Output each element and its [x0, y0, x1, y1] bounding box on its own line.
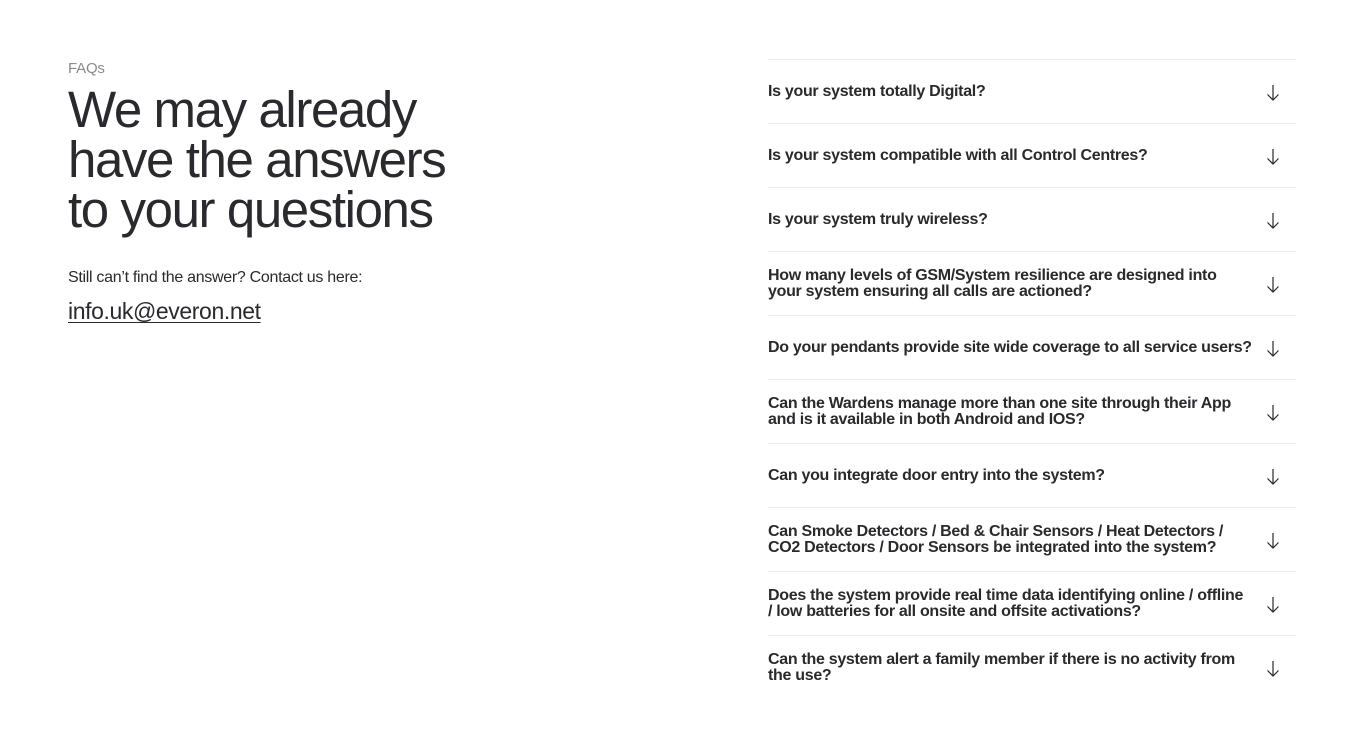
contact-prompt: Still can’t find the answer? Contact us here:	[68, 269, 363, 286]
arrow-down-icon[interactable]	[1266, 148, 1280, 166]
faq-question: Do your pendants provide site wide coverage to all service users?	[768, 338, 1252, 356]
arrow-down-icon[interactable]	[1266, 84, 1280, 102]
headline-line: We may already	[68, 81, 416, 138]
faq-item[interactable]	[768, 60, 1296, 124]
arrow-down-icon[interactable]	[1266, 404, 1280, 422]
faq-item[interactable]	[768, 444, 1296, 508]
faq-item[interactable]	[768, 188, 1296, 252]
faq-question: Is your system totally Digital?	[768, 82, 986, 100]
faq-question: Can the Wardens manage more than one site through their App and is it available in both Android and IOS?	[768, 394, 1231, 428]
arrow-down-icon[interactable]	[1266, 596, 1280, 614]
faq-question: Does the system provide real time data identifying online / offline / low batteries for all onsite and offsite activations?	[768, 586, 1244, 620]
faq-item[interactable]	[768, 636, 1296, 699]
section-eyebrow: FAQs	[68, 60, 105, 77]
faq-intro	[68, 60, 628, 325]
faq-question: Can Smoke Detectors / Bed & Chair Sensors / Heat Detectors / CO2 Detectors / Door Sensors be integrated into the system?	[768, 522, 1224, 556]
faq-question: Can the system alert a family member if there is no activity from the use?	[768, 650, 1235, 684]
contact-email-link[interactable]: info.uk@everon.net	[68, 298, 261, 324]
faq-item[interactable]	[768, 508, 1296, 572]
faq-question: How many levels of GSM/System resilience are designed into your system ensuring all calls are actioned?	[768, 266, 1217, 300]
faq-item[interactable]	[768, 252, 1296, 316]
arrow-down-icon[interactable]	[1266, 468, 1280, 486]
faq-question: Can you integrate door entry into the system?	[768, 466, 1105, 484]
faq-item[interactable]	[768, 316, 1296, 380]
faq-item[interactable]	[768, 380, 1296, 444]
headline-line: to your questions	[68, 181, 433, 238]
arrow-down-icon[interactable]	[1266, 276, 1280, 294]
page-title	[68, 81, 628, 238]
headline-line: have the answers	[68, 131, 446, 188]
arrow-down-icon[interactable]	[1266, 660, 1280, 678]
arrow-down-icon[interactable]	[1266, 340, 1280, 358]
faq-accordion	[768, 59, 1296, 699]
arrow-down-icon[interactable]	[1266, 532, 1280, 550]
faq-item[interactable]	[768, 572, 1296, 636]
faq-item[interactable]	[768, 124, 1296, 188]
faq-question: Is your system truly wireless?	[768, 210, 988, 228]
faq-question: Is your system compatible with all Control Centres?	[768, 146, 1148, 164]
arrow-down-icon[interactable]	[1266, 212, 1280, 230]
